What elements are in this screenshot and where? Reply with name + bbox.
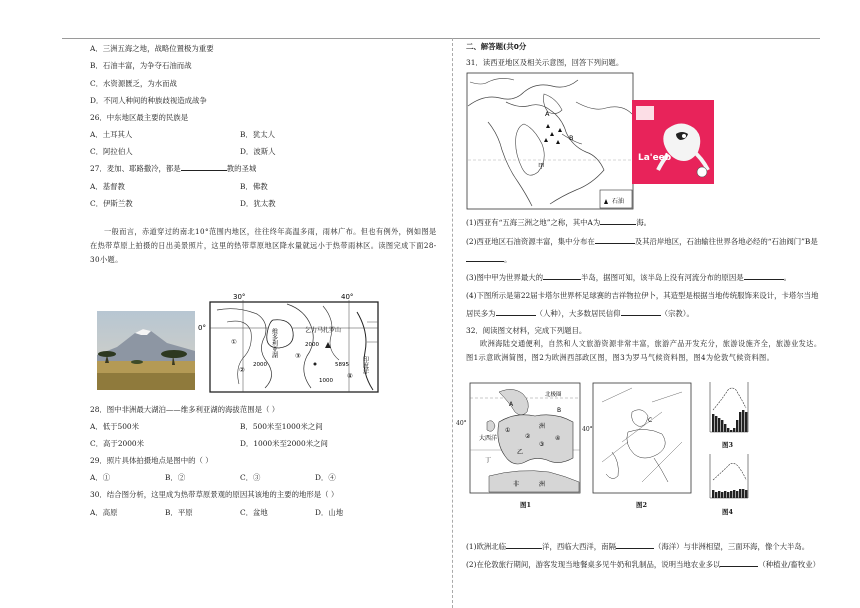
fig1-ocean-label: 大西洋 xyxy=(479,435,498,442)
q29-option-a: A．① xyxy=(90,473,111,482)
w-asia-label-b: B xyxy=(569,134,574,142)
q32-sub1-blank2[interactable] xyxy=(616,542,654,549)
world-cup-mascot xyxy=(632,100,714,184)
fig1-point-2: ② xyxy=(525,433,531,440)
q29-option-b: B．② xyxy=(165,473,186,482)
map-mountain-label: 乞力马扎罗山 xyxy=(305,327,342,334)
fig4-caption: 图4 xyxy=(722,508,734,516)
q31-sub2-cont xyxy=(466,255,511,264)
q27-option-d: D．犹太教 xyxy=(240,199,276,208)
q27-stem-pre: 27．麦加、耶路撒冷，都是 xyxy=(90,164,181,173)
q30-option-b: B．平原 xyxy=(165,508,193,517)
map-point-2: ② xyxy=(239,366,245,374)
q28-option-c: C．高于2000米 xyxy=(90,439,145,448)
w-asia-legend: 石油 xyxy=(612,198,625,205)
q31-sub4-blank2[interactable] xyxy=(621,309,661,316)
map-lake-label: 维多利亚湖 xyxy=(270,328,278,358)
q31-sub2 xyxy=(466,237,818,246)
q32-material: 欧洲海陆交通便利，自然和人文旅游资源非常丰富，旅游产品开发充分，旅游设施齐全，旅游业发达。图1示意欧洲简图，图2为欧洲西部政区图，图3为罗马气候资料图，图4为伦敦气候资料图。 xyxy=(466,339,822,362)
q31-sub1-post: 海。 xyxy=(636,218,652,227)
w-asia-label-a: A xyxy=(545,110,550,118)
map-elev-2000a: 2000 xyxy=(305,342,319,348)
map-lon-30: 30° xyxy=(233,293,246,301)
q31-sub1-blank[interactable] xyxy=(600,218,636,225)
q27-option-b: B．佛教 xyxy=(240,182,268,191)
q31-sub3-blank2[interactable] xyxy=(744,273,784,280)
q28-option-d: D．1000米至2000米之间 xyxy=(240,439,328,448)
savanna-photo xyxy=(97,311,195,390)
fig1-label-ou: 洲 xyxy=(539,423,546,430)
fig2-caption: 图2 xyxy=(636,501,648,509)
europe-map-fig1 xyxy=(469,382,581,494)
q29-option-c: C．③ xyxy=(240,473,261,482)
q31-sub3-post: 。 xyxy=(783,273,792,282)
q27-stem xyxy=(90,164,256,173)
q32-sub1-mid: 洋，西临大西洋，南隔 xyxy=(542,542,616,551)
fig1-label-yi: 乙 xyxy=(517,449,524,456)
q26-option-b: B．犹太人 xyxy=(240,130,275,139)
q31-sub3-blank1[interactable] xyxy=(543,273,581,280)
q31-sub4-mid: （人种），大多数居民信仰 xyxy=(535,309,621,318)
q30-stem: 30．结合图分析，这里成为热带草原景观的原因其该地的主要的地形是（ ） xyxy=(90,490,339,499)
q26-stem: 26．中东地区最主要的民族是 xyxy=(90,113,189,122)
fig1-arctic-label: 北极圈 xyxy=(545,392,562,398)
q32-sub2-blank[interactable] xyxy=(720,560,758,567)
q30-option-c: C．盆地 xyxy=(240,508,268,517)
q30-option-a: A．高原 xyxy=(90,508,118,517)
q31-sub2-end: 。 xyxy=(504,255,512,264)
header-rule xyxy=(62,38,820,39)
q26-option-a: A．土耳其人 xyxy=(90,130,133,139)
map-lon-40: 40° xyxy=(341,293,354,301)
map-point-4: ④ xyxy=(347,372,353,380)
fig2-mark-c: C xyxy=(648,417,653,424)
q28-option-a: A．低于500米 xyxy=(90,422,140,431)
q31-sub2-mid: 及其沿岸地区，石油输往世界各地必经的“石油阀门”B是 xyxy=(634,237,818,246)
q32-sub2-pre: (2)在伦敦旅行期间，游客发现当地餐桌多见牛奶和乳制品，说明当地农业多以 xyxy=(466,560,721,569)
west-europe-map-fig2 xyxy=(592,382,692,494)
q32-sub2 xyxy=(466,560,820,569)
q32-sub2-post: （种植业/畜牧业） xyxy=(758,560,820,569)
fig3-caption: 图3 xyxy=(722,441,734,449)
q28-option-b: B．500米至1000米之间 xyxy=(240,422,323,431)
fig1-point-4: ④ xyxy=(555,435,561,442)
q27-blank[interactable] xyxy=(181,164,227,171)
map-lat-0: 0° xyxy=(198,324,206,332)
q31-sub4-post: （宗教）。 xyxy=(660,309,694,318)
q31-sub3-pre: (3)图中甲为世界最大的 xyxy=(466,273,543,282)
q25-option-a: A．三洲五海之地，战略位置极为重要 xyxy=(90,44,214,53)
q26-option-d: D．波斯人 xyxy=(240,147,276,156)
q32-sub1-blank1[interactable] xyxy=(506,542,542,549)
q25-option-b: B．石油丰富，为争夺石油而战 xyxy=(90,61,192,70)
q32-sub1-pre: (1)欧洲北临 xyxy=(466,542,507,551)
section-heading: 二、解答题(共0分 xyxy=(466,42,527,51)
q32-sub1 xyxy=(466,542,809,551)
rome-climate-chart-fig3 xyxy=(702,378,752,438)
west-asia-map xyxy=(466,72,634,210)
q32-stem: 32．阅读图文材料，完成下列题目。 xyxy=(466,326,587,335)
q31-sub3-mid: 半岛，据图可知，该半岛上没有河流分布的原因是 xyxy=(581,273,744,282)
passage-28-30: 一般而言，赤道穿过的南北10°范围内地区，往往终年高温多雨，雨林广布。但也有例外，例如图是在热带草原上拍摄的日出美景照片，这里的热带草原地区降水量就远小于热带雨林区。读图完成下面28-30小题。 xyxy=(90,227,437,264)
q31-sub2-blank2[interactable] xyxy=(466,255,504,262)
q31-sub4-line1: (4)下图所示是第22届卡塔尔世界杯足球赛的吉祥物拉伊卜，其造型是根据当地传统服饰来设计，卡塔尔当地 xyxy=(466,291,819,300)
q29-option-d: D．④ xyxy=(315,473,336,482)
q25-option-d: D．不同人种间的种族歧视造成战争 xyxy=(90,96,207,105)
map-ocean-label: 印度洋 xyxy=(361,356,369,374)
fig1-point-1: ① xyxy=(505,427,511,434)
q26-option-c: C．阿拉伯人 xyxy=(90,147,133,156)
fig1-point-3: ③ xyxy=(539,441,545,448)
q31-sub3 xyxy=(466,273,791,282)
map-elev-1000: 1000 xyxy=(319,378,333,384)
fig2-lat40: 40° xyxy=(582,426,593,433)
london-climate-chart-fig4 xyxy=(702,450,752,504)
q29-stem: 29．照片具体拍摄地点是图中的（ ） xyxy=(90,456,213,465)
q28-stem: 28．图中非洲最大湖泊——维多利亚湖的海拔范围是（ ） xyxy=(90,405,280,414)
mascot-name: La'eeb xyxy=(638,153,672,163)
column-divider xyxy=(452,38,453,608)
fig1-label-a: A xyxy=(509,401,514,408)
east-africa-map xyxy=(198,292,385,396)
map-point-3: ③ xyxy=(295,352,301,360)
q31-sub4-line2 xyxy=(466,309,694,318)
q30-option-d: D．山地 xyxy=(315,508,344,517)
fig1-caption: 图1 xyxy=(520,501,532,509)
w-asia-label-jia: 甲 xyxy=(538,162,545,170)
q31-stem: 31．读西亚地区及相关示意图，回答下列问题。 xyxy=(466,58,624,67)
q27-stem-post: 教的圣城 xyxy=(226,164,257,173)
fig1-label-zhou: 洲 xyxy=(539,481,546,488)
fig1-label-b: B xyxy=(557,407,562,414)
q31-sub4-pre: 居民多为 xyxy=(466,309,496,318)
q27-option-a: A．基督教 xyxy=(90,182,125,191)
q25-option-c: C．水资源匮乏，为水而战 xyxy=(90,79,177,88)
q31-sub1-pre: (1)西亚有“五海三洲之地”之称，其中A为 xyxy=(466,218,601,227)
fig1-label-fei: 非 xyxy=(513,481,520,488)
map-height-label: 5895 xyxy=(335,362,349,368)
map-point-1: ① xyxy=(231,338,237,346)
q31-sub4-blank1[interactable] xyxy=(496,309,536,316)
q31-sub1 xyxy=(466,218,651,227)
fig1-lat40: 40° xyxy=(456,420,467,427)
fig1-label-ding: 丁 xyxy=(485,457,492,464)
q32-sub1-post: （海洋）与非洲相望，三面环海，像个大半岛。 xyxy=(653,542,810,551)
q31-sub2-blank1[interactable] xyxy=(595,237,635,244)
map-elev-2000b: 2000 xyxy=(253,362,267,368)
q27-option-c: C．伊斯兰教 xyxy=(90,199,133,208)
q31-sub2-pre: (2)西亚地区石油资源丰富，集中分布在 xyxy=(466,237,595,246)
